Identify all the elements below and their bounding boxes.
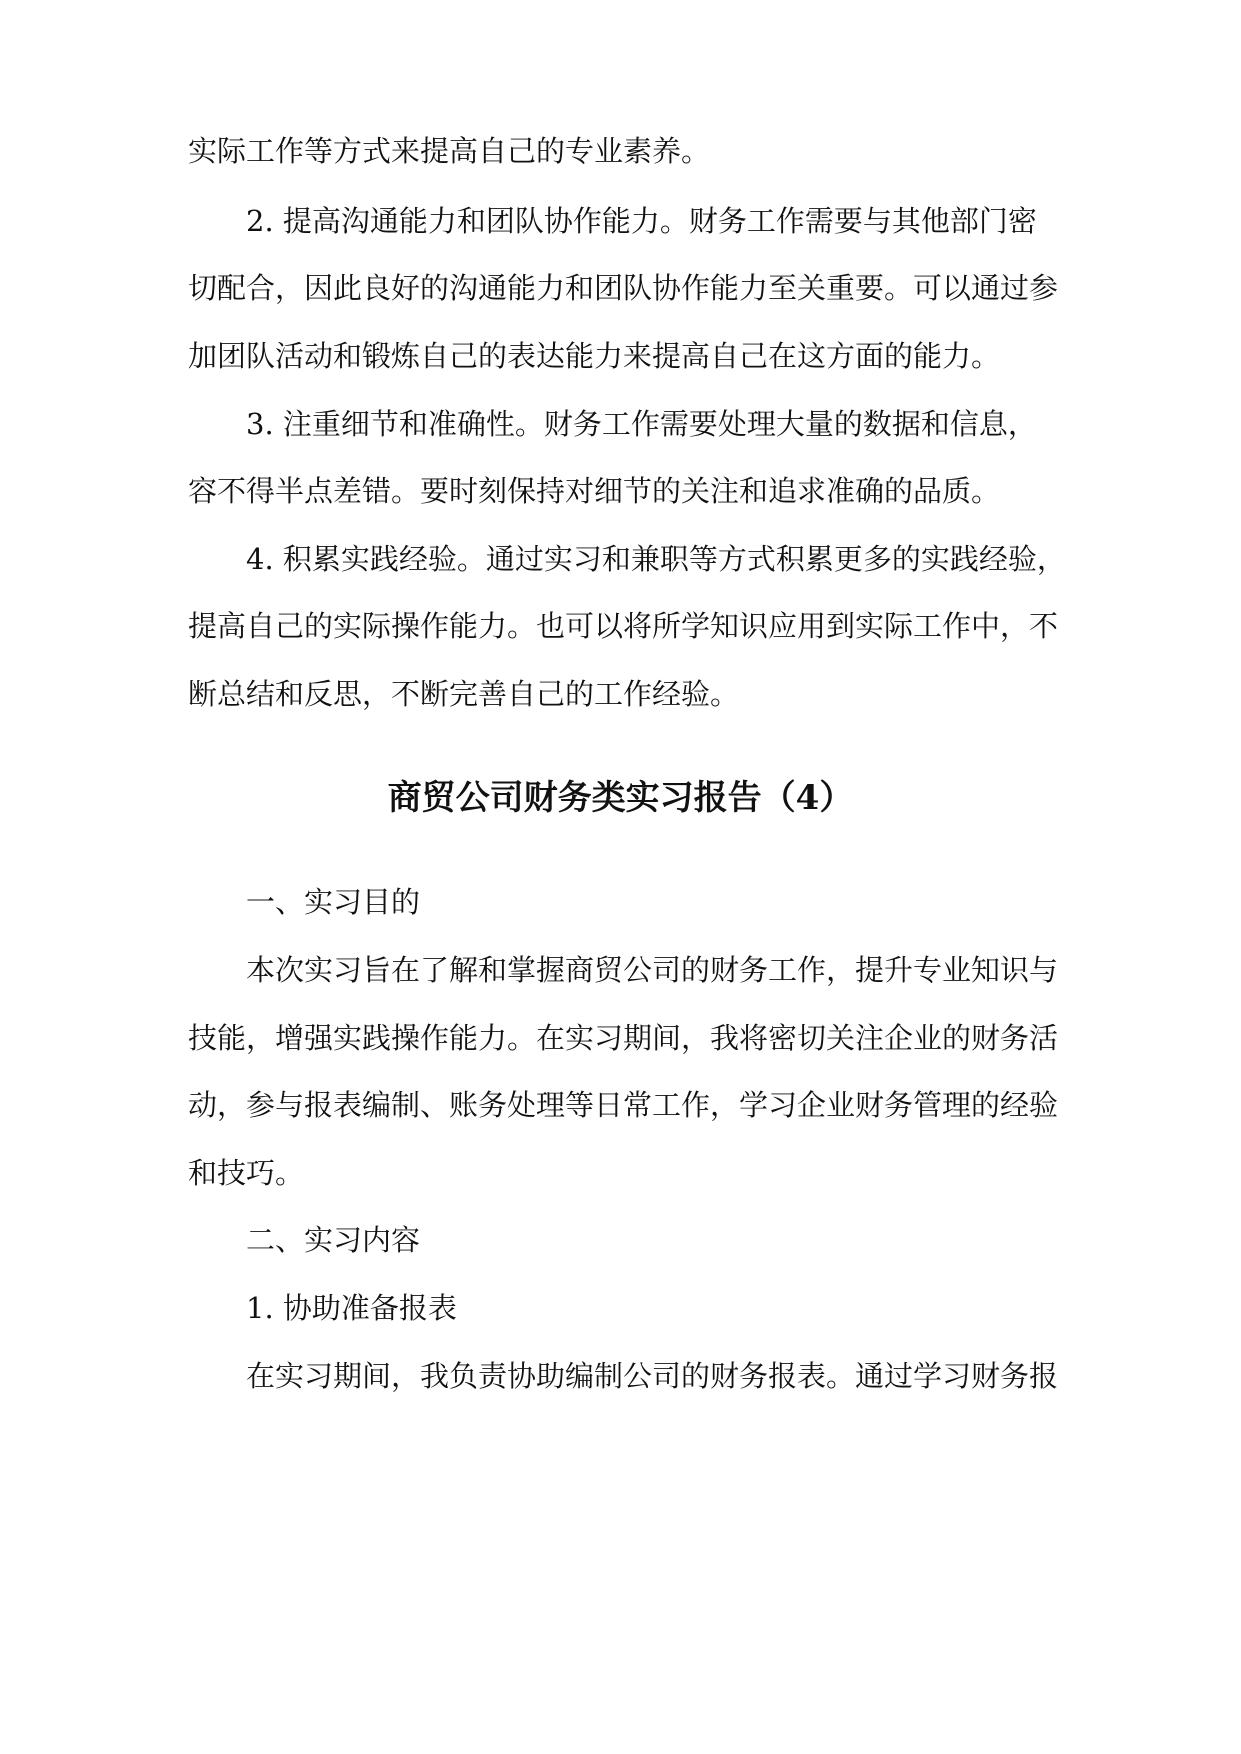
paragraph-line: 和技巧。 — [188, 1156, 305, 1190]
paragraph-line: 实际工作等方式来提高自己的专业素养。 — [188, 134, 711, 168]
section-heading: 商贸公司财务类实习报告（4） — [387, 778, 854, 818]
section-title-content: 二、实习内容 — [246, 1223, 421, 1257]
paragraph-line: 提高自己的实际操作能力。也可以将所学知识应用到实际工作中，不 — [188, 609, 1059, 643]
paragraph-line: 技能，增强实践操作能力。在实习期间，我将密切关注企业的财务活 — [188, 1021, 1059, 1055]
paragraph-line: 断总结和反思，不断完善自己的工作经验。 — [188, 677, 740, 711]
section-title-purpose: 一、实习目的 — [246, 885, 421, 919]
list-item-1-line: 1. 协助准备报表 — [246, 1291, 457, 1325]
paragraph-line: 在实习期间，我负责协助编制公司的财务报表。通过学习财务报 — [246, 1359, 1059, 1393]
list-item-4-line: 4. 积累实践经验。通过实习和兼职等方式积累更多的实践经验， — [246, 542, 1066, 576]
list-item-3-line: 3. 注重细节和准确性。财务工作需要处理大量的数据和信息， — [246, 407, 1037, 441]
list-item-2-line: 2. 提高沟通能力和团队协作能力。财务工作需要与其他部门密 — [246, 204, 1037, 238]
paragraph-line: 本次实习旨在了解和掌握商贸公司的财务工作，提升专业知识与 — [246, 953, 1059, 987]
paragraph-line: 加团队活动和锻炼自己的表达能力来提高自己在这方面的能力。 — [188, 339, 1001, 373]
paragraph-line: 切配合，因此良好的沟通能力和团队协作能力至关重要。可以通过参 — [188, 271, 1059, 305]
paragraph-line: 容不得半点差错。要时刻保持对细节的关注和追求准确的品质。 — [188, 474, 1001, 508]
paragraph-line: 动，参与报表编制、账务处理等日常工作，学习企业财务管理的经验 — [188, 1088, 1059, 1122]
